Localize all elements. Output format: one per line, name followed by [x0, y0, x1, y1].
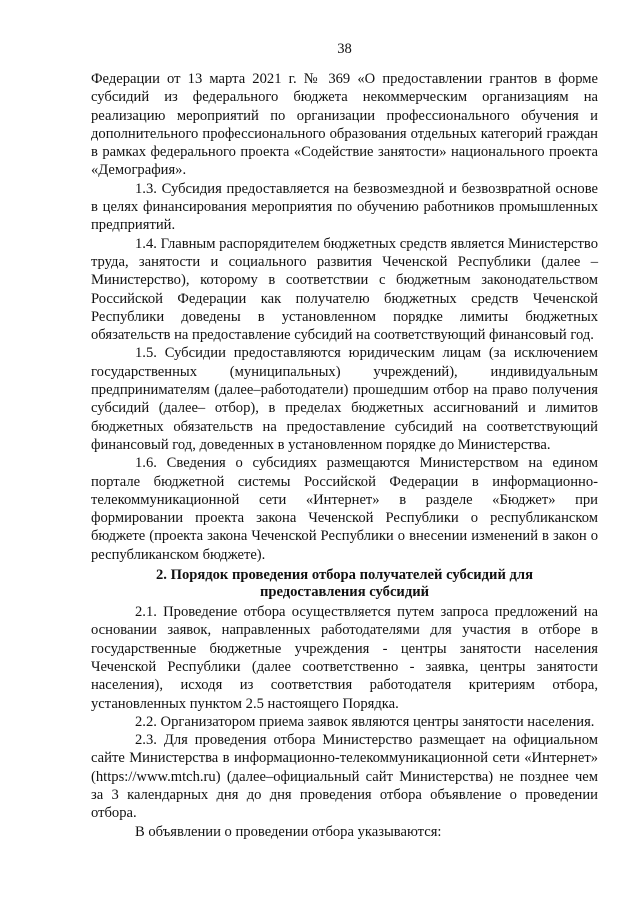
- paragraph-announcement-intro: В объявлении о проведении отбора указываются:: [135, 823, 442, 840]
- paragraph-1-5: 1.5. Субсидии предоставляются юридическим лицам (за исключением государственных (муниципальных) учреждений), индивидуальным предпринимателям (далее–работодатели) прошедшим отбор на право получения субсидий (далее– отбор), в пределах бюджетных ассигнований и лимитов бюджетных обязательств на предоставление субсидий на соответствующий финансовый год, доведенных в установленном порядке до Министерства.: [91, 345, 598, 453]
- paragraph-2-3: 2.3. Для проведения отбора Министерство размещает на официальном сайте Министерства в информационно-телекоммуникационной сети «Интернет» (https://www.mtch.ru) (далее–официальный сайт Министерства) не позднее чем за 3 календарных дня до дня проведения отбора объявление о проведении отбора.: [91, 732, 598, 822]
- paragraph-2-1: 2.1. Проведение отбора осуществляется путем запроса предложений на основании заявок, направленных работодателями для участия в отборе в государственные бюджетные учреждения - центры занятости населения Чеченской Республики (далее соответственно - заявка, центры занятости населения), исходя из соответствия работодателя критериям отбора, установленных пунктом 2.5 настоящего Порядка.: [91, 604, 598, 712]
- section-heading-line-2: предоставления субсидий: [259, 583, 430, 600]
- paragraph-intro-continuation: Федерации от 13 марта 2021 г. № 369 «О предоставлении грантов в форме субсидий из федерального бюджета некоммерческим организациям на реализацию мероприятий по организации профессионального обучения и дополнительного профессионального образования отдельных категорий граждан в рамках федерального проекта «Содействие занятости» национального проекта «Демография».: [91, 71, 598, 179]
- paragraph-1-4: 1.4. Главным распорядителем бюджетных средств является Министерство труда, занятости и социального развития Чеченской Республики (далее – Министерство), которому в соответствии с бюджетным законодательством Российской Федерации как получателю бюджетных средств Чеченской Республики доведены в установленном порядке лимиты бюджетных обязательств на предоставление субсидий на соответствующий финансовый год.: [91, 235, 598, 344]
- paragraph-1-3: 1.3. Субсидия предоставляется на безвозмездной и безвозвратной основе в целях финансирования мероприятия по обучению работников промышленных предприятий.: [91, 180, 598, 234]
- page-number: 38: [337, 41, 352, 57]
- section-heading-line-1: 2. Порядок проведения отбора получателей субсидий для: [156, 567, 533, 584]
- paragraph-1-6: 1.6. Сведения о субсидиях размещаются Министерством на едином портале бюджетной системы Российской Федерации в информационно-телекоммуникационной сети «Интернет» в разделе «Бюджет» при формировании проекта закона Чеченской Республики о республиканском бюджете (проекта закона Чеченской Республики о внесении изменений в закон о республиканском бюджете).: [91, 455, 598, 563]
- section-2-heading: [91, 567, 598, 600]
- paragraph-2-2: 2.2. Организатором приема заявок являются центры занятости населения.: [135, 713, 595, 730]
